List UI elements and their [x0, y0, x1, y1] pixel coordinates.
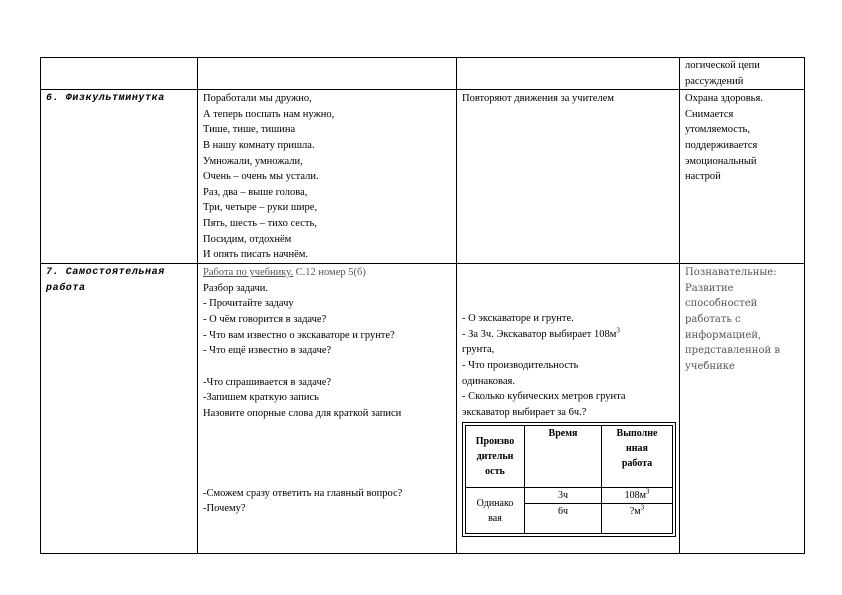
cell-result-top — [680, 58, 805, 90]
teacher-line: -Почему? — [203, 503, 246, 515]
cell-stage-top — [41, 58, 198, 90]
task-reference — [203, 265, 451, 281]
teacher-line: - Прочитайте задачу — [203, 298, 294, 310]
cell-result-7 — [680, 264, 805, 554]
table-row-independent-work — [41, 264, 805, 554]
result-line: способностей — [685, 298, 758, 310]
result-line: поддерживается — [685, 139, 758, 151]
student-answer: - Что производительность — [462, 359, 579, 371]
poem-line: И опять писать начнём. — [203, 249, 309, 261]
table-row-fizminutka — [41, 90, 805, 264]
poem-line: В нашу комнату пришла. — [203, 139, 315, 151]
cell-teacher-top — [198, 58, 457, 90]
short-record-header — [466, 426, 673, 488]
cell-time-1: 3ч — [525, 488, 602, 504]
header-time: Время — [525, 426, 602, 488]
teacher-line: - Что ещё известно в задаче? — [203, 345, 332, 357]
result-line: Снимается — [685, 108, 734, 120]
teacher-line: Назовите опорные слова для краткой записи — [203, 407, 402, 419]
cell-teacher-7 — [198, 264, 457, 554]
textbook-link[interactable]: Работа по учебнику. — [203, 267, 293, 279]
cell-work-2: $?м^3$ — [602, 504, 673, 534]
result-line: Охрана здоровья. — [685, 93, 763, 105]
teacher-line: -Запишем краткую запись — [203, 392, 319, 404]
short-record-row — [466, 488, 673, 504]
teacher-line: -Что спрашивается в задаче? — [203, 376, 332, 388]
cell-stage-7 — [41, 264, 198, 554]
result-line: работать с — [685, 313, 741, 325]
result-line: эмоциональный — [685, 155, 757, 167]
result-line: информацией, — [685, 329, 762, 341]
stage-title: 6. Физкультминутка — [46, 93, 165, 105]
result-line: настрой — [685, 171, 721, 183]
student-answer: - Сколько кубических метров грунта — [462, 391, 626, 403]
poem-line: Три, четыре – руки шире, — [203, 202, 318, 214]
cell-student-7 — [457, 264, 680, 554]
short-record-table — [465, 425, 673, 534]
poem-line: Поработали мы дружно, — [203, 93, 312, 105]
teacher-line: - Что вам известно о экскаваторе и грунте? — [203, 329, 395, 341]
poem-line: Тише, тише, тишина — [203, 124, 296, 136]
task-page: С.12 номер 5(б) — [293, 267, 366, 279]
poem-line: Очень – очень мы устали. — [203, 171, 319, 183]
cell-teacher-6 — [198, 90, 457, 264]
student-answer: грунта, — [462, 344, 495, 356]
poem-line: Посидим, отдохнём — [203, 233, 292, 245]
student-answer: - О экскаваторе и грунте. — [462, 313, 574, 325]
cell-student-6 — [457, 90, 680, 264]
poem-line: Пять, шесть – тихо сесть, — [203, 217, 317, 229]
lesson-table — [40, 57, 805, 554]
result-line: логической цепи — [685, 60, 760, 71]
teacher-line: - О чём говорится в задаче? — [203, 313, 327, 325]
table-row-top — [41, 58, 805, 90]
cell-student-top — [457, 58, 680, 90]
cell-time-2: 6ч — [525, 504, 602, 534]
poem-line: Раз, два – выше голова, — [203, 186, 308, 198]
student-answer: экскаватор выбирает за 6ч.? — [462, 406, 587, 418]
header-work: Выполне нная работа — [602, 426, 673, 488]
result-line: Развитие — [685, 282, 734, 294]
cell-work-1: $108м^3$ — [602, 488, 673, 504]
result-line: Познавательные: — [685, 267, 777, 279]
cell-same-productivity: Одинако вая — [466, 488, 525, 534]
poem-line: А теперь поспать нам нужно, — [203, 108, 335, 120]
stage-title-cont: работа — [46, 283, 86, 295]
stage-title: 7. Самостоятельная — [46, 267, 165, 279]
result-line: представленной в — [685, 345, 780, 357]
result-line: учебнике — [685, 360, 735, 372]
result-line: рассуждений — [685, 75, 744, 87]
result-line: утомляемость, — [685, 124, 750, 136]
teacher-line: -Сможем сразу ответить на главный вопрос? — [203, 487, 403, 499]
cell-result-6 — [680, 90, 805, 264]
student-answer: одинаковая. — [462, 375, 515, 387]
poem-line: Умножали, умножали, — [203, 155, 303, 167]
student-answer: - За 3ч. Экскаватор выбирает $108м^3$ — [462, 326, 620, 340]
short-record-table-frame — [462, 422, 676, 537]
student-activity: Повторяют движения за учителем — [462, 93, 614, 105]
teacher-line: Разбор задачи. — [203, 282, 269, 294]
cell-stage-6 — [41, 90, 198, 264]
header-productivity: Произво дительн ость — [466, 426, 525, 488]
